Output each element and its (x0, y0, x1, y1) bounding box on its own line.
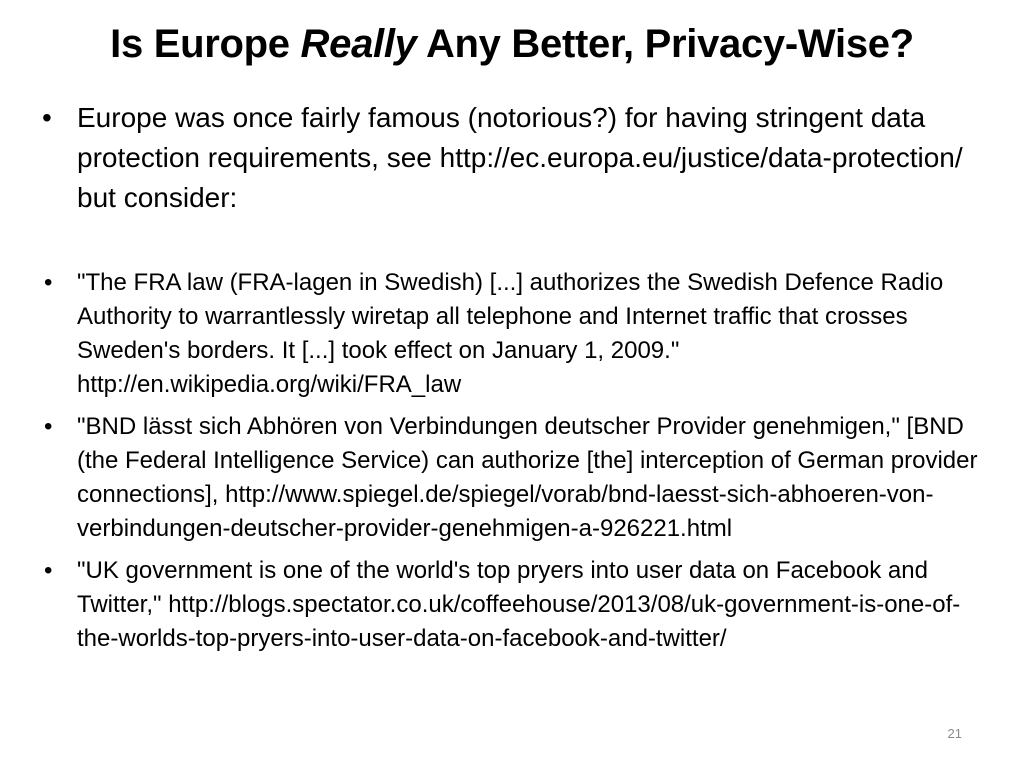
bullet-text: Europe was once fairly famous (notorious?) for having stringent data protection requirements, see http://ec.europa.eu/justice/data-protection/ but consider: (77, 102, 963, 213)
bullet-marker: • (44, 413, 53, 440)
bullet-item (42, 410, 992, 546)
title-part-1: Is Europe (110, 22, 290, 66)
title-emphasis: Really (300, 22, 417, 66)
bullet-item (42, 98, 992, 218)
slide-title (0, 16, 1024, 72)
title-part-2: Any Better, Privacy-Wise? (425, 22, 914, 66)
slide-number: 21 (947, 726, 962, 741)
bullet-marker: • (44, 269, 53, 296)
bullet-text: "The FRA law (FRA-lagen in Swedish) [...] authorizes the Swedish Defence Radio Authority to warrantlessly wiretap all telephone and Internet traffic that crosses Sweden's borders. It [...] took effect on January 1, 2009." http://en.wikipedia.org/wiki/FRA_law (77, 269, 944, 398)
bullet-item (42, 266, 992, 402)
bullet-marker: • (42, 102, 52, 133)
bullet-text: "BND lässt sich Abhören von Verbindungen deutscher Provider genehmigen," [BND (the Federal Intelligence Service) can authorize [the] interception of German provider connections], http://www.spiegel.de/spiegel/vorab/bnd-laesst-sich-abhoeren-von-verbindungen-deutscher-provider-genehmigen-a-926221.html (77, 413, 978, 542)
bullet-marker: • (44, 557, 53, 584)
bullet-text: "UK government is one of the world's top pryers into user data on Facebook and Twitter," http://blogs.spectator.co.uk/coffeehouse/2013/08/uk-government-is-one-of-the-worlds-top-pryers-into-user-data-on-facebook-and-twitter/ (77, 557, 961, 652)
bullet-item (42, 554, 992, 656)
bullet-list (42, 98, 992, 664)
